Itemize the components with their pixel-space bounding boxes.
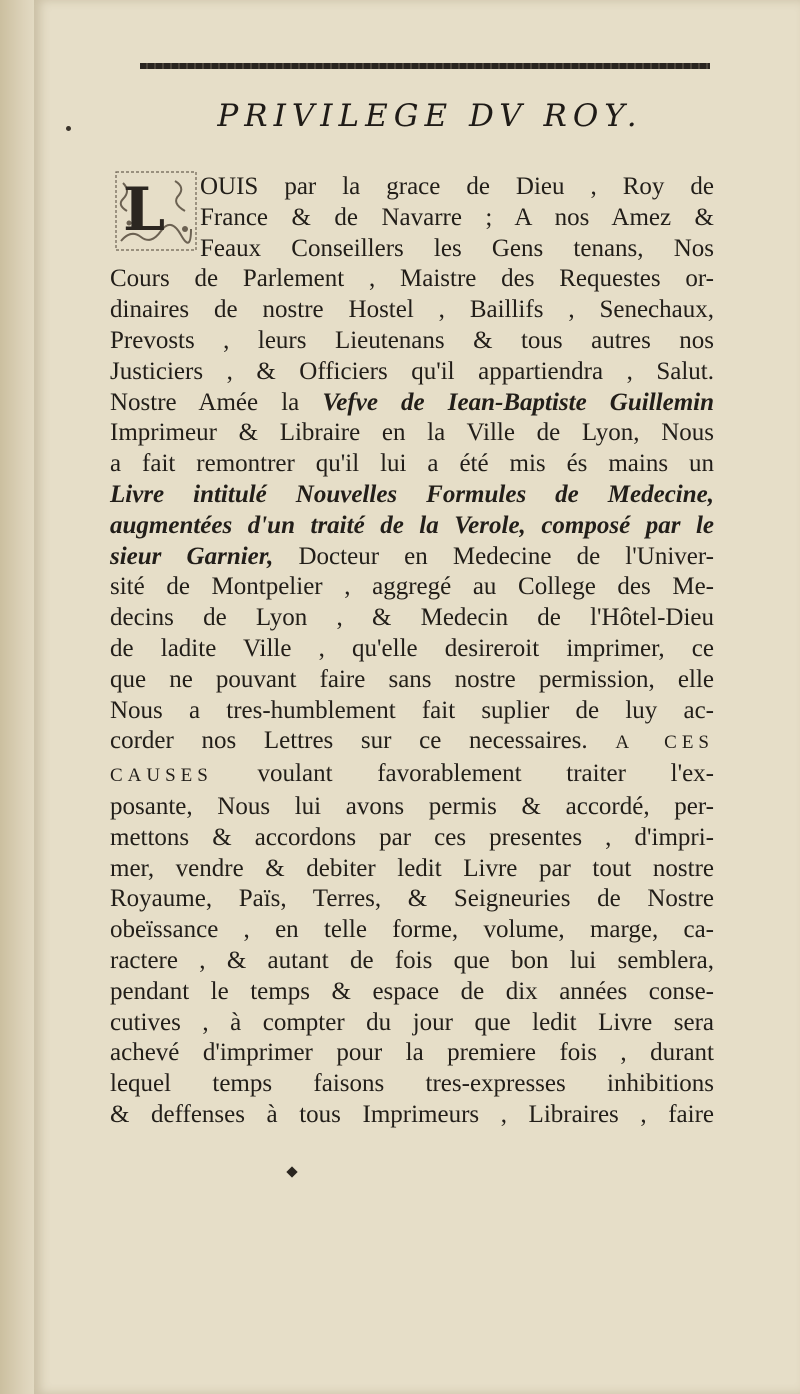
text-line	[110, 480, 714, 511]
text-run: achevé d'imprimer pour la premiere fois , durant	[110, 1039, 714, 1067]
text-run: pendant le temps & espace de dix années conse-	[110, 977, 714, 1005]
text-line	[110, 792, 714, 823]
small-caps-run: A CES	[615, 732, 714, 754]
text-line	[110, 946, 714, 977]
text-run: de ladite Ville , qu'elle desireroit imprimer, ce	[110, 634, 714, 662]
text-run: decins de Lyon , & Medecin de l'Hôtel-Dieu	[110, 604, 714, 632]
text-run: Nous a tres-humblement fait suplier de luy ac-	[110, 696, 714, 724]
text-line	[110, 418, 714, 449]
text-run: posante, Nous lui avons permis & accordé, per-	[110, 792, 714, 820]
text-run: lequel temps faisons tres-expresses inhibitions	[110, 1070, 714, 1098]
text-run: Docteur en Medecine de l'Univer-	[273, 542, 715, 570]
text-line	[110, 603, 714, 634]
text-run: Cours de Parlement , Maistre des Requestes or-	[110, 265, 714, 293]
text-line	[110, 854, 714, 885]
text-run: & deffenses à tous Imprimeurs , Libraires , faire	[110, 1100, 714, 1128]
text-run: Prevosts , leurs Lieutenans & tous autres nos	[110, 326, 714, 354]
text-run: mer, vendre & debiter ledit Livre par tout nostre	[110, 854, 714, 882]
text-run: Royaume, Païs, Terres, & Seigneuries de Nostre	[110, 885, 714, 913]
text-run: sité de Montpelier , aggregé au College des Me-	[110, 573, 714, 601]
text-run: obeïssance , en telle forme, volume, marge, ca-	[110, 916, 714, 944]
text-line	[110, 295, 714, 326]
text-run: ractere , & autant de fois que bon lui semblera,	[110, 946, 714, 974]
text-run: Feaux Conseillers les Gens tenans, Nos	[200, 234, 714, 262]
italic-run: Livre intitulé Nouvelles Formules de Medecine,	[110, 480, 714, 508]
text-line	[110, 823, 714, 854]
text-line	[110, 634, 714, 665]
text-line	[110, 1069, 714, 1100]
text-run: Imprimeur & Libraire en la Ville de Lyon, Nous	[110, 419, 714, 447]
text-run: voulant favorablement traiter l'ex-	[212, 760, 714, 788]
text-run: mettons & accordons par ces presentes , d'impri-	[110, 823, 714, 851]
text-line	[110, 726, 714, 759]
text-line	[110, 357, 714, 388]
text-run: France & de Navarre ; A nos Amez &	[200, 203, 714, 231]
text-line	[110, 449, 714, 480]
text-run: corder nos Lettres sur ce necessaires.	[110, 727, 616, 755]
text-line	[110, 884, 714, 915]
italic-run: Vefve de Iean-Baptiste Guillemin	[322, 388, 714, 416]
text-line	[110, 203, 714, 234]
text-run: Nostre Amée la	[110, 388, 323, 416]
text-line	[110, 264, 714, 295]
text-line	[110, 572, 714, 603]
italic-run: augmentées d'un traité de la Verole, composé par le	[110, 511, 714, 539]
body-text	[110, 172, 714, 1131]
text-run: a fait remontrer qu'il lui a été mis és mains un	[110, 450, 714, 478]
header-rule	[140, 63, 710, 69]
text-line	[110, 977, 714, 1008]
text-line	[110, 665, 714, 696]
text-line	[110, 234, 714, 265]
page-title: PRIVILEGE DV ROY.	[217, 98, 643, 134]
italic-run: sieur Garnier,	[110, 542, 274, 570]
text-run: OUIS par la grace de Dieu , Roy de	[200, 173, 714, 200]
text-line	[110, 1038, 714, 1069]
text-line	[110, 172, 714, 203]
text-line	[110, 511, 714, 542]
text-run: cutives , à compter du jour que ledit Livre sera	[110, 1008, 714, 1036]
text-run: que ne pouvant faire sans nostre permission, elle	[110, 665, 714, 693]
small-caps-run: CAUSES	[110, 765, 213, 787]
text-run: dinaires de nostre Hostel , Baillifs , Senechaux,	[110, 296, 714, 324]
text-line	[110, 696, 714, 727]
text-line	[110, 388, 714, 419]
text-line	[110, 326, 714, 357]
text-line	[110, 759, 714, 792]
page-speck	[66, 126, 71, 131]
text-line	[110, 1100, 714, 1131]
dropcap-letter: L	[123, 175, 166, 245]
text-line	[110, 542, 714, 573]
text-line	[110, 915, 714, 946]
text-run: Justiciers , & Officiers qu'il appartiendra , Salut.	[110, 357, 714, 385]
text-line	[110, 1008, 714, 1039]
